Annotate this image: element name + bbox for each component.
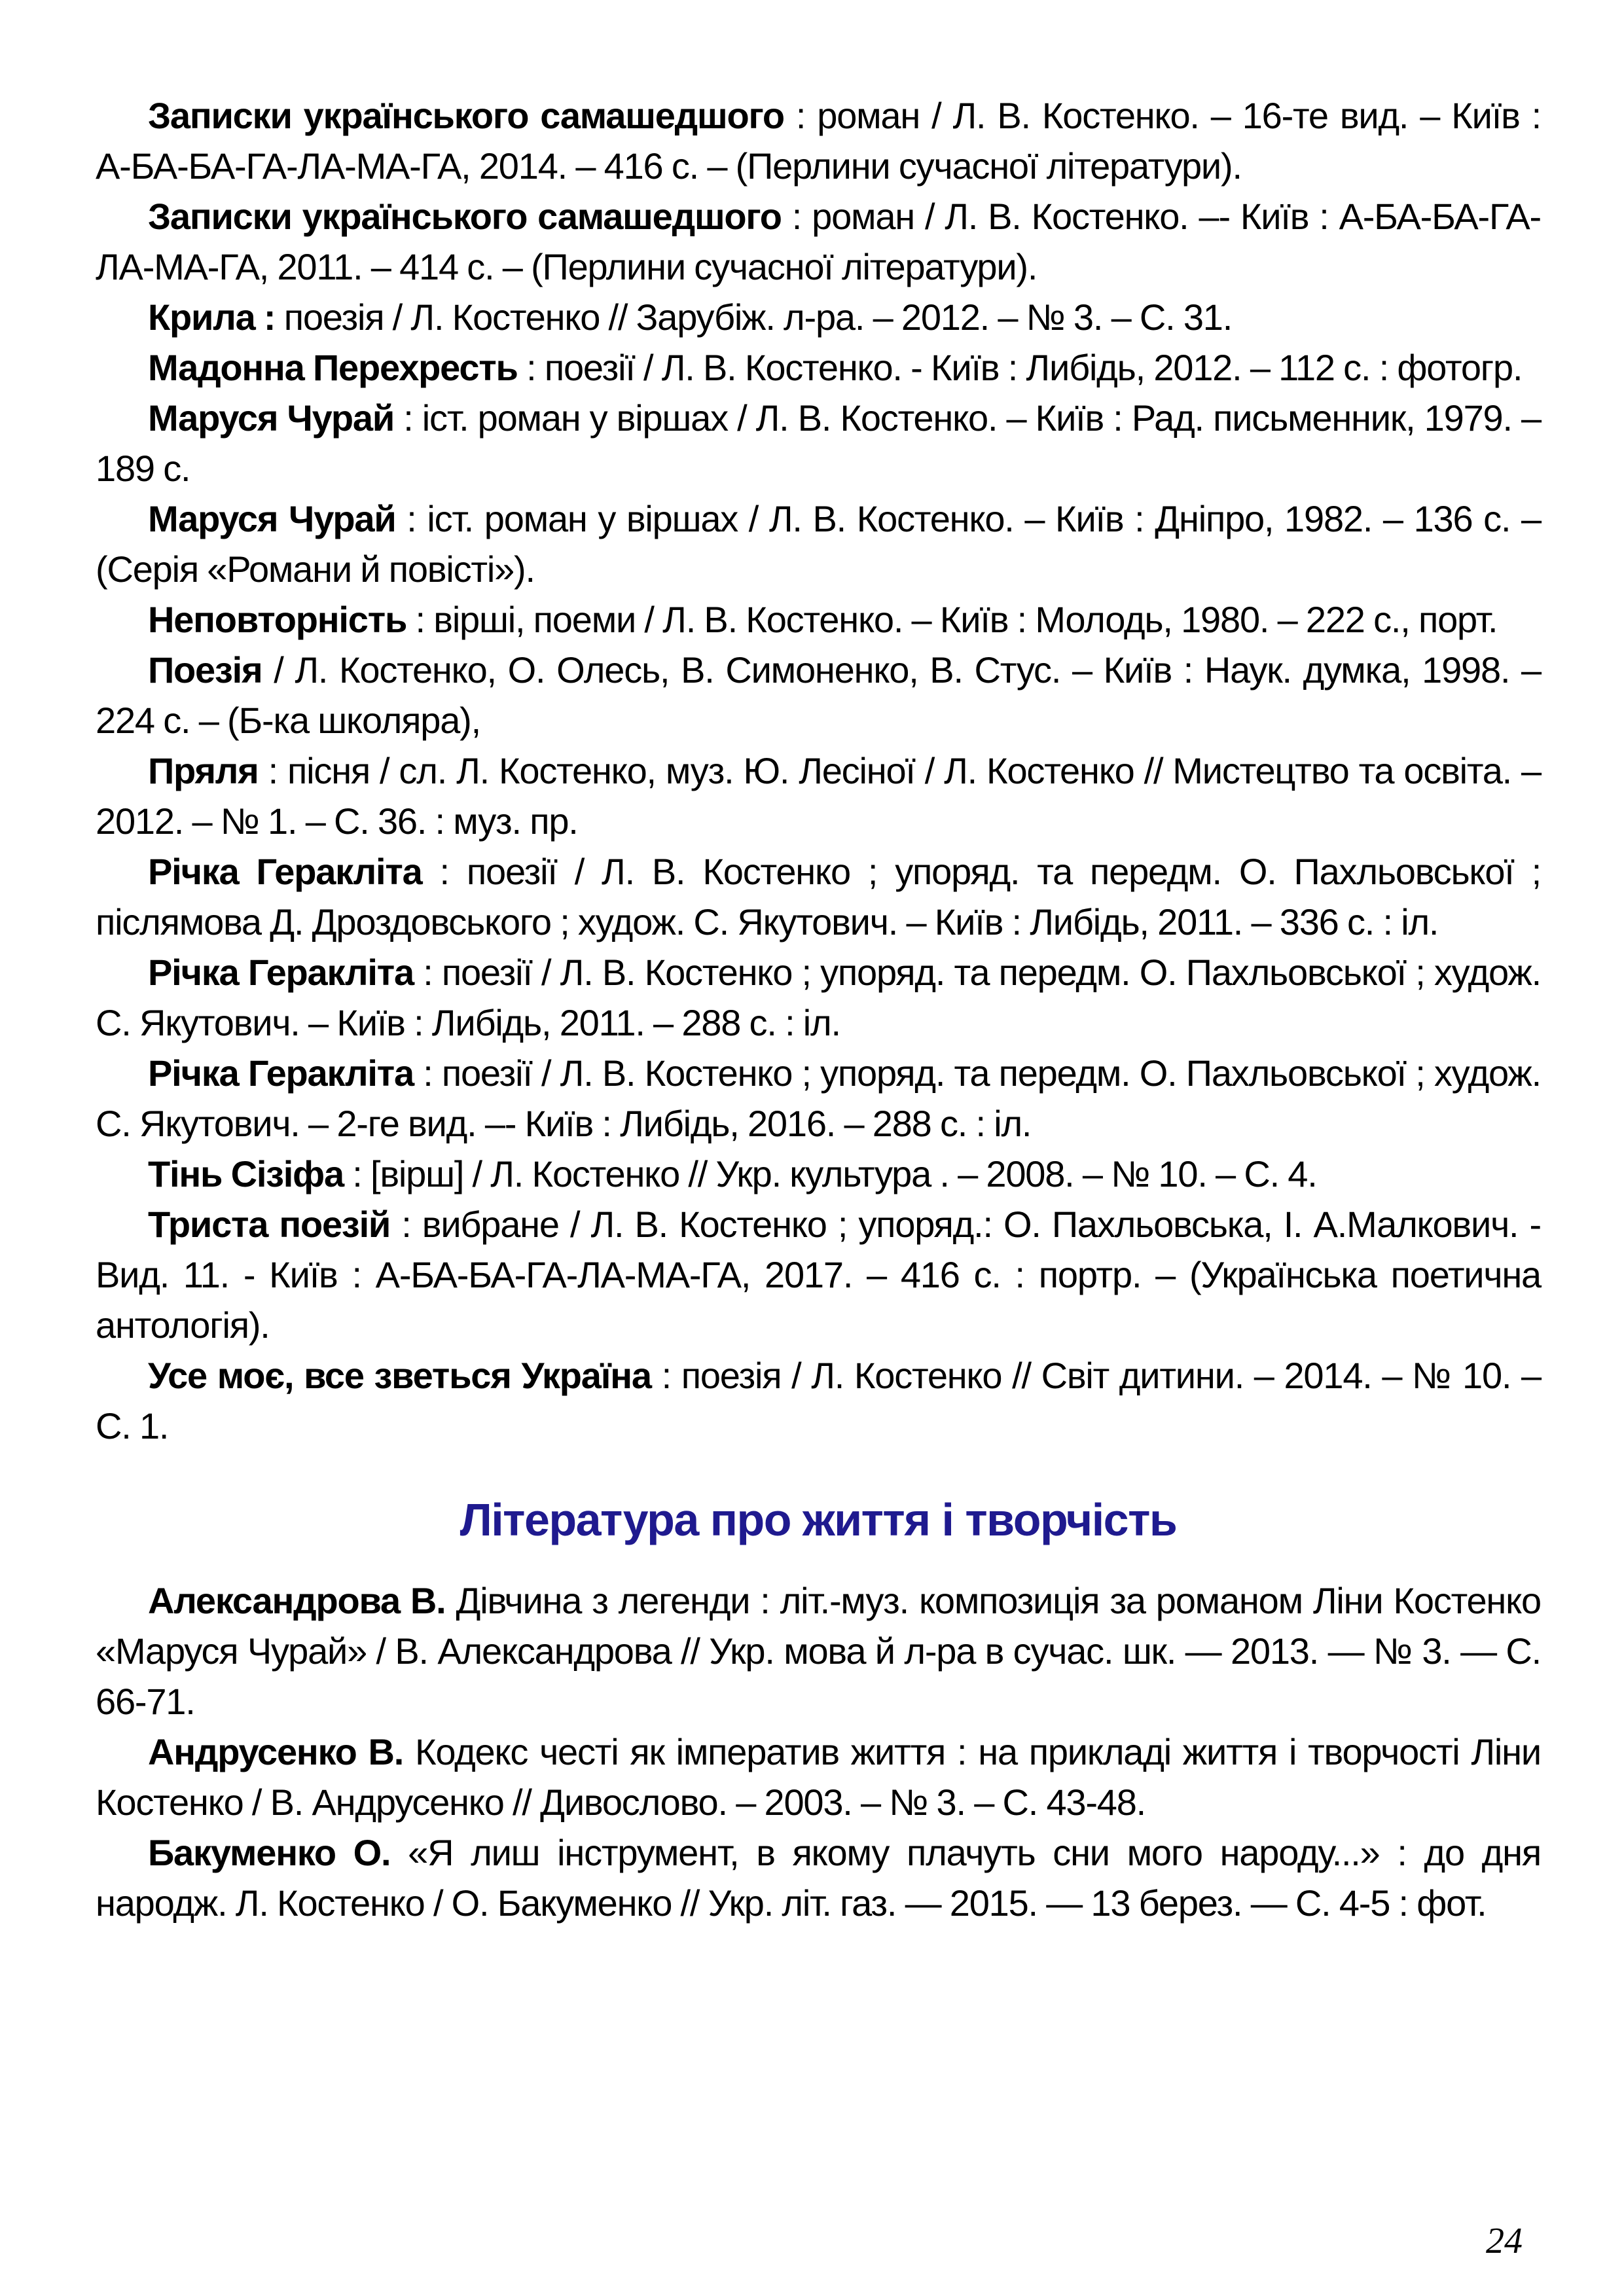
entry-title: Поезія <box>148 649 262 691</box>
page-number: 24 <box>1486 2221 1523 2261</box>
bibliography-entry <box>96 1727 1541 1827</box>
entry-details: : вірші, поеми / Л. В. Костенко. – Київ : Молодь, 1980. – 222 с., порт. <box>406 599 1498 640</box>
entry-title: Триста поезій <box>148 1204 391 1245</box>
bibliography-entry <box>96 745 1541 846</box>
entry-title: Усе моє, все зветься Україна <box>148 1355 651 1396</box>
entry-title: Неповторність <box>148 599 407 640</box>
entry-details: : поезії / Л. В. Костенко ; упоряд. та передм. О. Пахльовської ; худож. С. Якутович. – Київ : Либідь, 2011. – 288 с. : іл. <box>96 952 1541 1043</box>
entry-title: Записки українського самашедшого <box>148 196 782 237</box>
section-title: Література про життя і творчість <box>460 1494 1177 1545</box>
entry-details: Дівчина з легенди : літ.-муз. композиція за романом Ліни Костенко «Маруся Чурай» / В. Александрова // Укр. мова й л-ра в сучас. шк. — 2013. — № 3. — С. 66-71. <box>96 1580 1541 1722</box>
bibliography-entry <box>96 1048 1541 1149</box>
bibliography-entry <box>96 191 1541 292</box>
bibliography-entry <box>96 846 1541 947</box>
bibliography-entry <box>96 1827 1541 1928</box>
bibliography-entry <box>96 1575 1541 1727</box>
entry-details: / Л. Костенко, О. Олесь, В. Симоненко, В. Стус. – Київ : Наук. думка, 1998. – 224 с. – (Б-ка школяра), <box>96 649 1541 741</box>
entry-details: : поезії / Л. В. Костенко ; упоряд. та передм. О. Пахльовської ; худож. С. Якутович. – 2-ге вид. –- Київ : Либідь, 2016. – 288 с. : іл. <box>96 1052 1541 1144</box>
bibliography-entry <box>96 1350 1541 1451</box>
entry-title: Тінь Сізіфа <box>148 1153 344 1194</box>
bibliography-entry <box>96 1199 1541 1350</box>
bibliography-entry <box>96 645 1541 745</box>
bibliography-entry <box>96 90 1541 191</box>
entry-details: : роман / Л. В. Костенко. – 16-те вид. – Київ : А-БА-БА-ГА-ЛА-МА-ГА, 2014. – 416 с. – (Перлини сучасної літератури). <box>96 95 1541 187</box>
bibliography-entry <box>96 342 1541 393</box>
entry-title: Річка Геракліта <box>148 1052 414 1094</box>
entry-details: : іст. роман у віршах / Л. В. Костенко. – Київ : Рад. письменник, 1979. – 189 с. <box>96 397 1541 489</box>
bibliography-bottom <box>96 1575 1541 1928</box>
entry-title: Пряля <box>148 750 259 791</box>
bibliography-entry <box>96 393 1541 493</box>
entry-details: «Я лиш інструмент, в якому плачуть сни мого народу...» : до дня народж. Л. Костенко / О. Бакуменко // Укр. літ. газ. — 2015. — 13 берез. — С. 4-5 : фот. <box>96 1832 1541 1924</box>
entry-details: : [вірш] / Л. Костенко // Укр. культура . – 2008. – № 10. – С. 4. <box>343 1153 1317 1194</box>
bibliography-top <box>96 90 1541 1451</box>
entry-details: : поезії / Л. В. Костенко. - Київ : Либідь, 2012. – 112 с. : фотогр. <box>517 347 1523 388</box>
entry-details: : роман / Л. В. Костенко. –- Київ : А-БА-БА-ГА-ЛА-МА-ГА, 2011. – 414 с. – (Перлини сучасної літератури). <box>96 196 1541 287</box>
entry-author: Бакуменко О. <box>148 1832 391 1873</box>
entry-details: : поезія / Л. Костенко // Світ дитини. – 2014. – № 10. – С. 1. <box>96 1355 1541 1446</box>
entry-title: Річка Геракліта <box>148 851 422 892</box>
entry-details: поезія / Л. Костенко // Зарубіж. л-ра. – 2012. – № 3. – С. 31. <box>275 296 1233 338</box>
bibliography-entry <box>96 292 1541 342</box>
entry-title: Мадонна Перехресть <box>148 347 518 388</box>
entry-title: Крила : <box>148 296 276 338</box>
entry-details: : вибране / Л. В. Костенко ; упоряд.: О. Пахльовська, І. А.Малкович. - Вид. 11. - Київ : А-БА-БА-ГА-ЛА-МА-ГА, 2017. – 416 с. : портр. – (Українська поетична антологія). <box>96 1204 1541 1346</box>
entry-title: Маруся Чурай <box>148 498 396 539</box>
entry-author: Андрусенко В. <box>148 1731 404 1772</box>
entry-details: Кодекс честі як імператив життя : на прикладі життя і творчості Ліни Костенко / В. Андрусенко // Дивослово. – 2003. – № 3. – С. 43-48. <box>96 1731 1541 1823</box>
bibliography-entry <box>96 493 1541 594</box>
entry-details: : іст. роман у віршах / Л. В. Костенко. – Київ : Дніпро, 1982. – 136 с. – (Серія «Романи й повісті»). <box>96 498 1541 590</box>
entry-title: Річка Геракліта <box>148 952 414 993</box>
document-page <box>96 90 1541 1928</box>
entry-title: Записки українського самашедшого <box>148 95 784 136</box>
entry-title: Маруся Чурай <box>148 397 395 439</box>
bibliography-entry <box>96 1149 1541 1199</box>
entry-details: : пісня / сл. Л. Костенко, муз. Ю. Лесіної / Л. Костенко // Мистецтво та освіта. – 2012. – № 1. – С. 36. : муз. пр. <box>96 750 1541 842</box>
bibliography-entry <box>96 947 1541 1048</box>
entry-author: Александрова В. <box>148 1580 446 1621</box>
bibliography-entry <box>96 594 1541 645</box>
entry-details: : поезії / Л. В. Костенко ; упоряд. та передм. О. Пахльовської ; післямова Д. Дроздовського ; худож. С. Якутович. – Київ : Либідь, 2011. – 336 с. : іл. <box>96 851 1541 942</box>
